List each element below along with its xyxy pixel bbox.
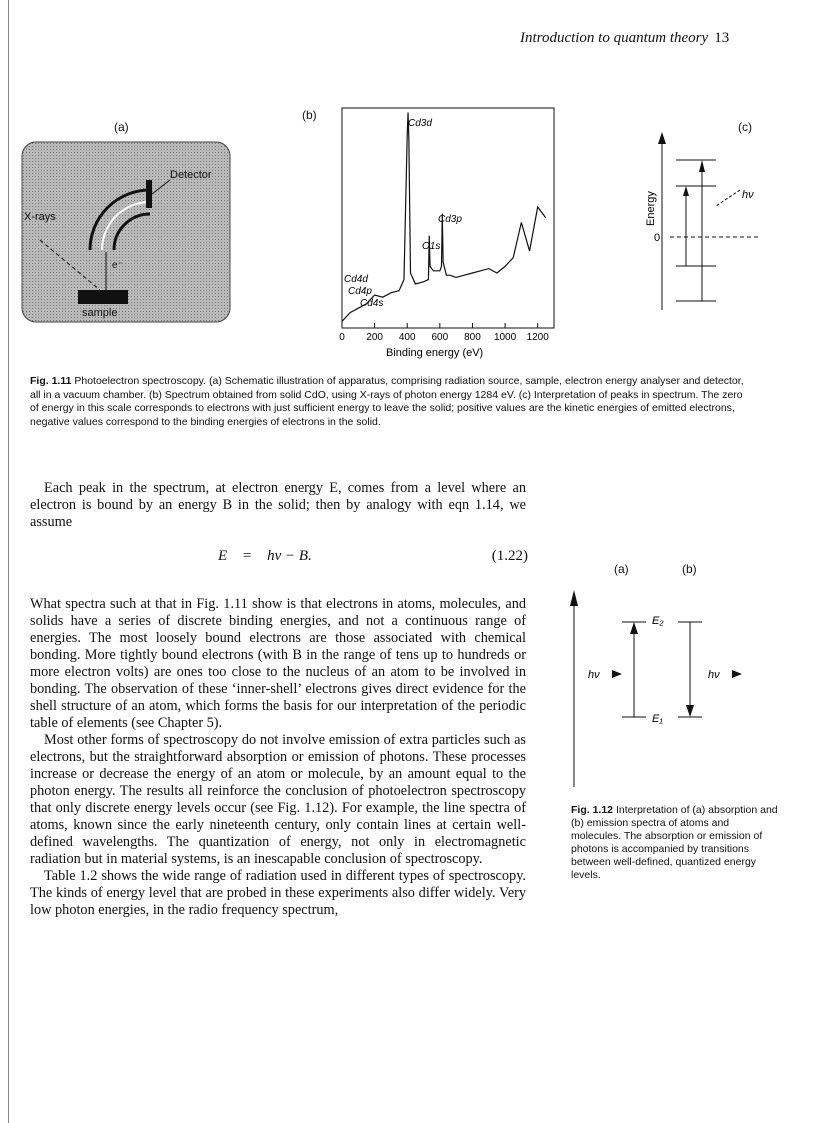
header-title: Introduction to quantum theory	[520, 30, 709, 46]
energy-axis-label: Energy	[645, 191, 657, 226]
equation-number: (1.22)	[491, 548, 528, 564]
equation-lhs: E	[218, 548, 228, 564]
x-tick-label: 1200	[526, 332, 549, 343]
photon-label: hν	[742, 189, 754, 201]
peak-label-cd3d: Cd3d	[408, 118, 432, 129]
peak-label-cd4s: Cd4s	[360, 298, 384, 309]
photon-arrow	[716, 190, 740, 206]
transition-arrowhead-2	[699, 160, 705, 172]
fig12-caption-text: Interpretation of (a) absorption and (b) emission spectra of atoms and molecules. The absorption or emission of photons is accompanied by transitions between well-defined, quantized energy levels.	[571, 804, 778, 881]
equation-1-22	[218, 548, 528, 565]
fig11-panel-a-label: (a)	[114, 120, 129, 134]
detector-label: Detector	[170, 169, 212, 181]
equation-rhs: hν − B.	[267, 548, 312, 564]
x-tick-marks	[342, 323, 538, 328]
x-tick-label: 600	[431, 332, 449, 343]
fig11-caption-text: Photoelectron spectroscopy. (a) Schematic illustration of apparatus, comprising radiation source, sample, electron energy analyser and detector, all in a vacuum chamber. (b) Spectrum obtained from solid CdO, using X-rays of photon energy 1284 eV. (c) Interpretation of peaks in spectrum. The zero of energy in this scale corresponds to electrons with just sufficient energy to leave the solid; positive values are the kinetic energies of emitted electrons, negative values correspond to the binding energies of electrons in the solid.	[30, 375, 744, 428]
x-tick-label: 1000	[493, 332, 517, 343]
paragraph-3: Most other forms of spectroscopy do not involve emission of extra particles such as electrons, but the straightforward absorption or emission of photons. These processes increase or decrease the energy of an atom or molecule, by an amount equal to the photon energy. The results all reinforce the conclusion of photoelectron spectroscopy that only discrete energy levels occur (see Fig. 1.12). For example, the line spectra of atoms, known since the early nineteenth century, only contain lines at certain well-defined wavelengths. The quantization of energy, not only in electromagnetic radiation but in material systems, is an inescapable conclusion of spectroscopy.	[30, 732, 526, 867]
paragraph-1: Each peak in the spectrum, at electron energy E, comes from a level where an electron is bound by an energy B in the solid; then by analogy with eqn 1.14, we assume	[30, 480, 526, 530]
peak-label-cd3p: Cd3p	[438, 214, 462, 225]
fig12-transition-diagram	[560, 582, 760, 792]
sample-block	[78, 290, 128, 304]
fig12-e2-label: E₂	[652, 615, 664, 627]
x-tick-label: 800	[464, 332, 481, 343]
page-number: 13	[714, 30, 730, 46]
body-column-lower	[30, 596, 526, 919]
peak-label-o1s: O1s	[422, 241, 441, 252]
fig11-caption	[30, 375, 750, 429]
fig11-panel-b-label: (b)	[302, 108, 317, 122]
energy-axis-arrowhead	[658, 132, 666, 144]
peak-label-cd4d: Cd4d	[344, 274, 368, 285]
x-tick-label: 400	[398, 332, 416, 343]
running-header	[520, 30, 729, 47]
detector-icon	[146, 180, 152, 208]
fig12-a-photon-arrowhead	[612, 670, 622, 678]
fig12-caption-number: Fig. 1.12	[571, 804, 614, 816]
paragraph-4: Table 1.2 shows the wide range of radiation used in different types of spectroscopy. The kinds of energy level that are probed in these experiments also differ widely. Very low photon energies, in the radio frequency spectrum,	[30, 868, 526, 918]
fig12-axis-arrowhead	[570, 590, 578, 606]
x-tick-labels	[339, 332, 549, 343]
body-column-upper	[30, 480, 526, 531]
fig11-caption-number: Fig. 1.11	[30, 375, 72, 387]
fig11-apparatus-illustration	[20, 140, 232, 325]
equation-equals: =	[242, 548, 252, 564]
xrays-label: X-rays	[24, 211, 56, 223]
page-left-rule	[8, 0, 9, 1123]
fig12-caption	[571, 804, 781, 882]
peak-label-cd4p: Cd4p	[348, 286, 372, 297]
fig12-b-photon-label: hν	[708, 669, 720, 681]
x-axis-label: Binding energy (eV)	[386, 347, 484, 359]
fig11-energy-level-diagram	[630, 126, 770, 316]
sample-label: sample	[82, 307, 118, 319]
fig12-absorption-arrowhead	[630, 622, 638, 634]
fig12-label-b: (b)	[682, 562, 697, 576]
fig12-e1-label: E₁	[652, 713, 663, 725]
paragraph-2: What spectra such at that in Fig. 1.11 show is that electrons in atoms, molecules, and solids have a series of discrete binding energies, and not a continuous range of energies. The most loosely bound electrons are those associated with chemical bonding. More tightly bound electrons (with B in the range of tens up to hundreds or more electron volts) are ones too close to the nucleus of an atom to be involved in bonding. The observation of these ‘inner-shell’ electrons gives direct evidence for the shell structure of an atom, which forms the basis for our interpretation of the periodic table of elements (see Chapter 5).	[30, 596, 526, 731]
fig12-emission-arrowhead	[686, 705, 694, 717]
fig11-panel-c-label: (c)	[738, 120, 752, 134]
fig11-spectrum-chart	[320, 104, 560, 360]
fig12-a-photon-label: hν	[588, 669, 600, 681]
transition-arrowhead-1	[683, 186, 689, 196]
x-tick-label: 0	[339, 332, 345, 343]
fig12-b-photon-arrowhead	[732, 670, 742, 678]
fig12-label-a: (a)	[614, 562, 629, 576]
electron-label: e⁻	[112, 260, 123, 271]
zero-label: 0	[654, 232, 661, 244]
x-tick-label: 200	[366, 332, 383, 343]
